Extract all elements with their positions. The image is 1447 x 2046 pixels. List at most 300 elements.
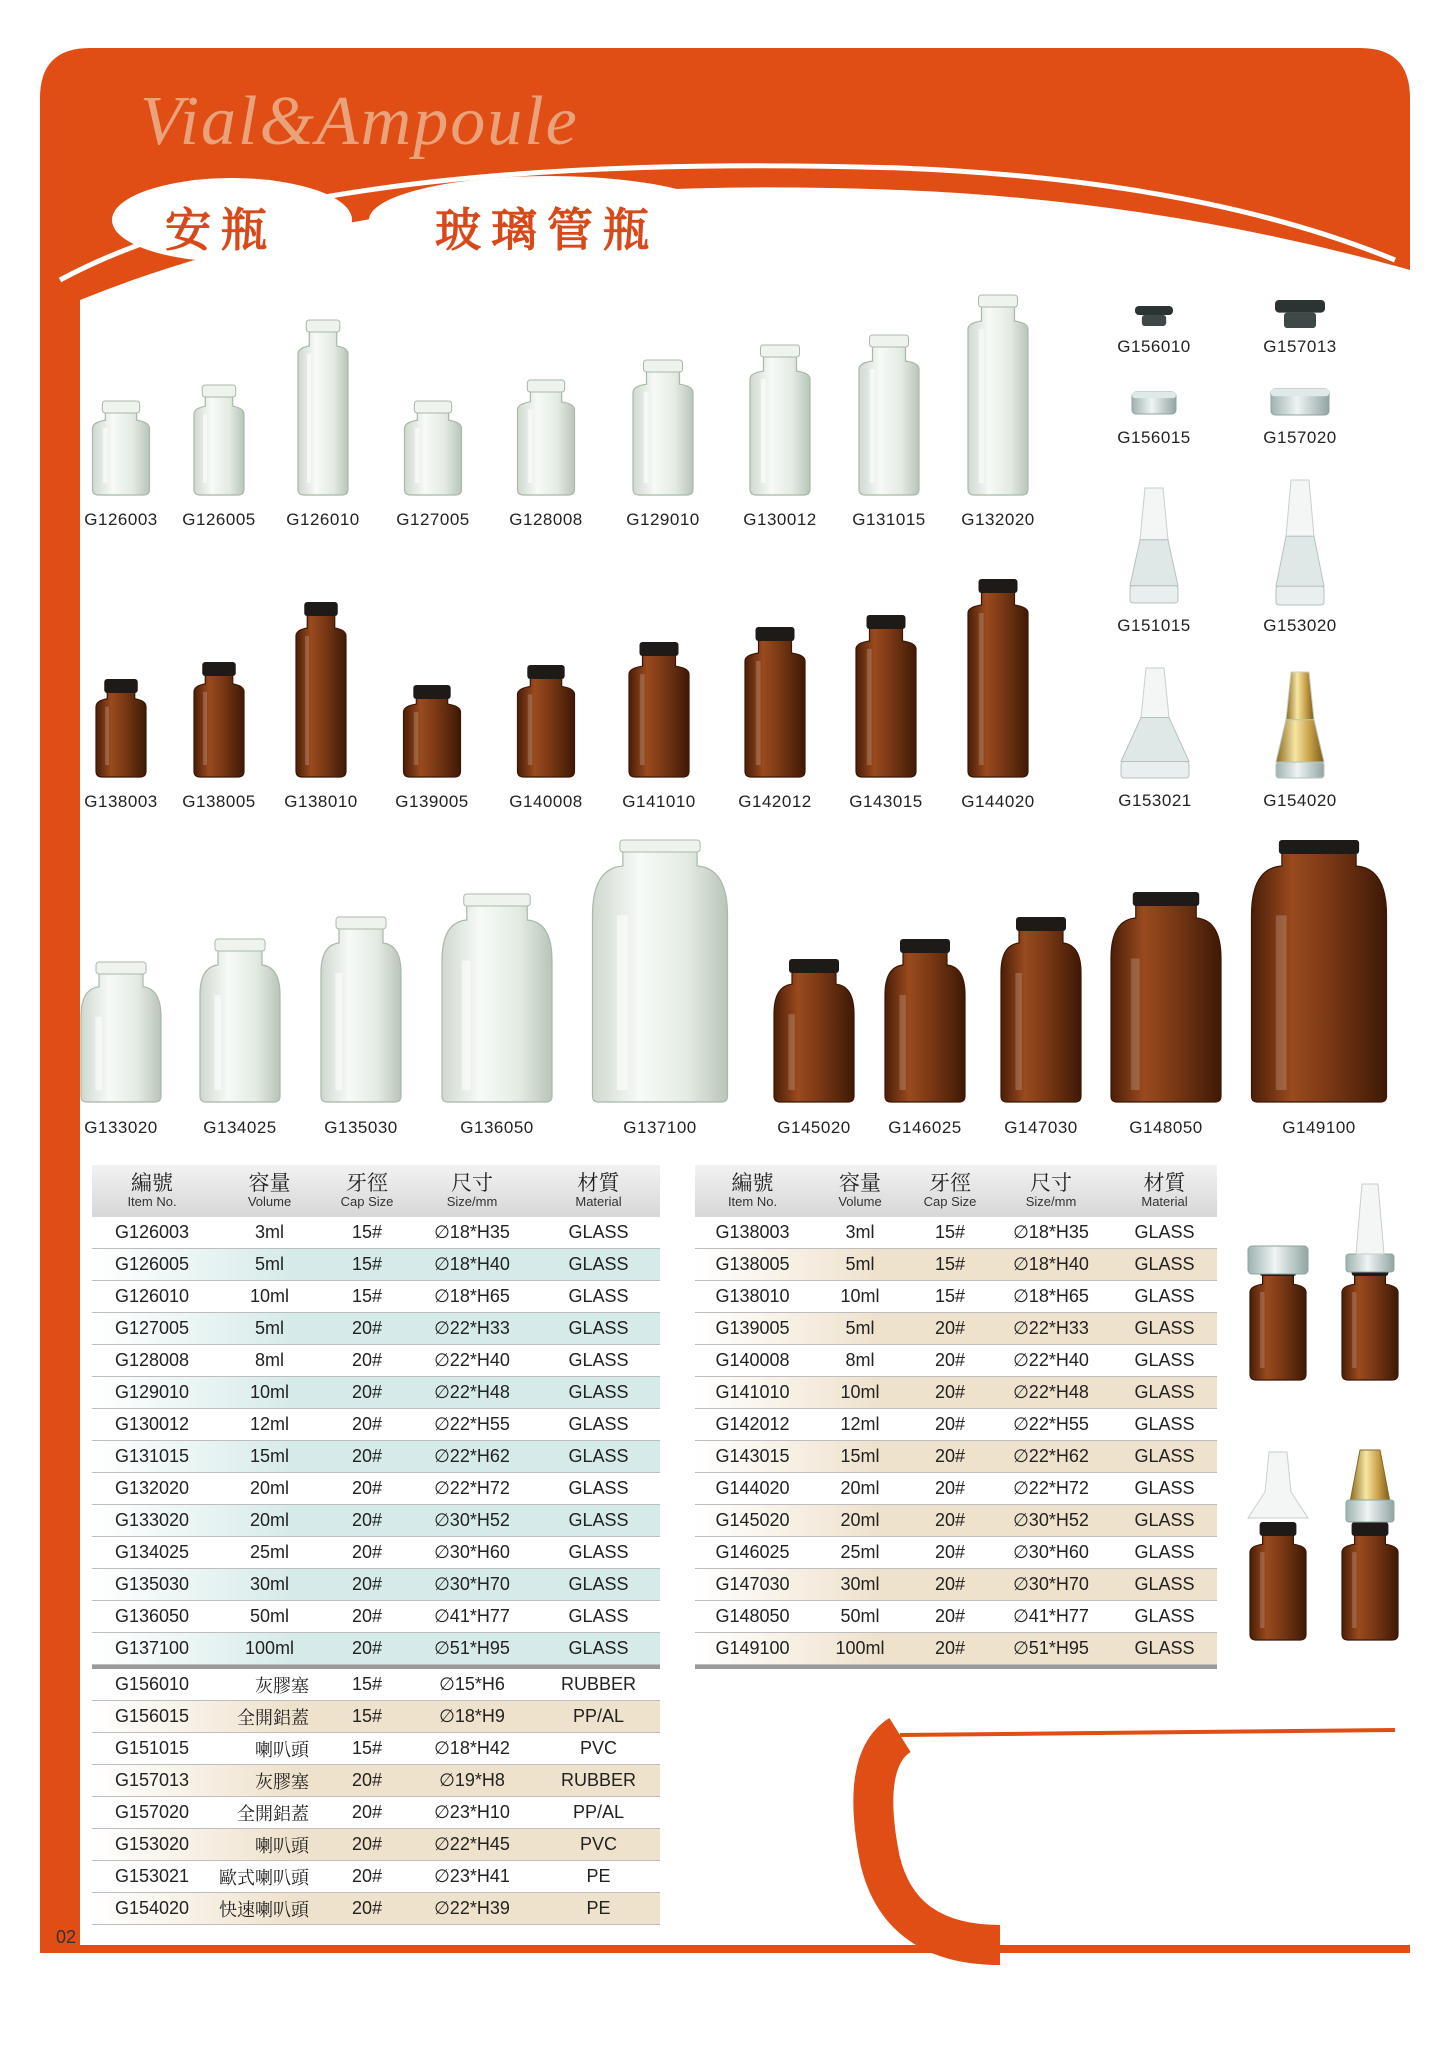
cell-volume: 灰膠塞 [255, 1771, 309, 1792]
cell-cap-size: 15# [351, 1222, 383, 1242]
table-header [695, 1165, 1217, 1217]
cell-size: ∅22*H45 [434, 1834, 510, 1854]
cell-material: GLASS [1134, 1318, 1195, 1338]
cell-item-no: G151015 [114, 1738, 190, 1758]
header-volume: 容量 Volume [838, 1172, 882, 1210]
cell-item-no: G156010 [114, 1674, 190, 1694]
cell-size: ∅23*H41 [434, 1866, 510, 1886]
cell-size: ∅15*H6 [439, 1674, 505, 1694]
cell-size: ∅30*H52 [1013, 1510, 1089, 1530]
cell-size: ∅18*H40 [1013, 1254, 1089, 1274]
amber-vial [296, 602, 346, 777]
cell-cap-size: 20# [934, 1574, 966, 1594]
cell-volume: 歐式喇叭頭 [219, 1867, 309, 1888]
cell-volume: 10ml [840, 1382, 880, 1402]
table-row [695, 1281, 1217, 1313]
amber-vial-large [1001, 917, 1081, 1102]
cell-material: PE [586, 1898, 611, 1918]
cell-material: PE [586, 1866, 611, 1886]
label-clear-6: G129010 [626, 510, 700, 529]
cell-size: ∅51*H95 [434, 1638, 510, 1658]
cell-volume: 5ml [254, 1318, 284, 1338]
cell-volume: 50ml [840, 1606, 880, 1626]
table-row [92, 1733, 660, 1765]
table-row [92, 1797, 660, 1829]
cell-material: RUBBER [560, 1674, 636, 1694]
label-cap-4: G157020 [1263, 428, 1337, 447]
cell-cap-size: 15# [351, 1286, 383, 1306]
amber-vial [518, 665, 575, 777]
cell-material: GLASS [568, 1350, 629, 1370]
label-clear-1: G126003 [84, 510, 158, 529]
table-row [695, 1345, 1217, 1377]
cell-material: PVC [579, 1834, 617, 1854]
cell-volume: 喇叭頭 [255, 1835, 309, 1856]
table-row [92, 1861, 660, 1893]
label-amber-3: G138010 [284, 792, 358, 811]
spec-table-clear [92, 1165, 660, 1925]
label-amber-1: G138003 [84, 792, 158, 811]
cell-material: GLASS [1134, 1446, 1195, 1466]
header-cap-size: 牙徑 Cap Size [340, 1172, 394, 1210]
table-row [695, 1633, 1217, 1665]
cell-volume: 100ml [244, 1638, 295, 1658]
cell-material: GLASS [1134, 1414, 1195, 1434]
cell-material: GLASS [568, 1638, 629, 1658]
cell-size: ∅18*H40 [434, 1254, 510, 1274]
clear-vial [750, 345, 810, 495]
cell-item-no: G132020 [114, 1478, 190, 1498]
cell-size: ∅22*H40 [434, 1350, 510, 1370]
dropper-tip-20 [1276, 480, 1324, 605]
example-vials [1248, 1184, 1398, 1640]
page-title: Vial&Ampoule [140, 83, 579, 160]
header-material: 材質 Material [1141, 1172, 1188, 1210]
cell-volume: 8ml [845, 1350, 875, 1370]
cell-cap-size: 20# [351, 1866, 383, 1886]
cell-volume: 25ml [840, 1542, 880, 1562]
cell-cap-size: 20# [351, 1382, 383, 1402]
cell-cap-size: 15# [351, 1706, 383, 1726]
flip-off-aluminum-cap-20 [1271, 389, 1329, 415]
label-large-6: G145020 [777, 1118, 851, 1137]
cell-volume: 15ml [840, 1446, 880, 1466]
cell-size: ∅30*H70 [434, 1574, 510, 1594]
header-item-no: 編號 Item No. [127, 1172, 177, 1210]
label-large-5: G137100 [623, 1118, 697, 1137]
clear-vial-large [200, 939, 280, 1102]
cell-cap-size: 20# [351, 1446, 383, 1466]
table-row [695, 1249, 1217, 1281]
cell-item-no: G136050 [114, 1606, 190, 1626]
cell-size: ∅41*H77 [1013, 1606, 1089, 1626]
cell-item-no: G153021 [114, 1866, 190, 1886]
table-row [695, 1537, 1217, 1569]
cell-item-no: G145020 [715, 1510, 790, 1530]
cell-volume: 10ml [840, 1286, 880, 1306]
cell-cap-size: 20# [934, 1542, 966, 1562]
amber-vial [968, 579, 1028, 777]
table-row [92, 1633, 660, 1665]
cell-item-no: G126005 [114, 1254, 190, 1274]
dropper-tip-15 [1130, 488, 1178, 603]
cell-item-no: G157013 [114, 1770, 190, 1790]
cell-material: GLASS [1134, 1574, 1195, 1594]
large-vial-row [81, 840, 1387, 1102]
cell-volume: 10ml [249, 1286, 289, 1306]
header-size: 尺寸 Size/mm [1025, 1172, 1077, 1210]
cell-material: GLASS [568, 1254, 629, 1274]
cell-item-no: G144020 [715, 1478, 790, 1498]
cell-volume: 3ml [254, 1222, 284, 1242]
euro-dropper-tip [1121, 668, 1189, 778]
label-cap-6: G153020 [1263, 616, 1337, 635]
cell-cap-size: 20# [351, 1350, 383, 1370]
cell-cap-size: 20# [934, 1510, 966, 1530]
cell-volume: 10ml [249, 1382, 289, 1402]
header-material: 材質 Material [575, 1172, 622, 1210]
cell-volume: 8ml [254, 1350, 284, 1370]
amber-vial-large [1111, 892, 1221, 1102]
cell-volume: 100ml [835, 1638, 885, 1658]
table-row [92, 1669, 660, 1701]
label-amber-7: G142012 [738, 792, 812, 811]
cell-volume: 15ml [249, 1446, 289, 1466]
cell-material: GLASS [1134, 1478, 1195, 1498]
label-amber-9: G144020 [961, 792, 1035, 811]
label-clear-7: G130012 [743, 510, 817, 529]
cell-material: GLASS [568, 1478, 629, 1498]
cell-size: ∅30*H70 [1013, 1574, 1089, 1594]
cell-material: GLASS [1134, 1382, 1195, 1402]
clear-vial [194, 385, 244, 495]
amber-vial [629, 642, 689, 777]
cell-size: ∅18*H35 [434, 1222, 510, 1242]
cell-size: ∅30*H60 [1013, 1542, 1089, 1562]
amber-vial [1342, 1262, 1398, 1380]
cell-material: GLASS [1134, 1510, 1195, 1530]
cell-material: GLASS [568, 1286, 629, 1306]
cell-material: GLASS [568, 1382, 629, 1402]
amber-vial-row [96, 579, 1028, 777]
cell-size: ∅22*H72 [434, 1478, 510, 1498]
cell-material: GLASS [1134, 1222, 1195, 1242]
cell-size: ∅23*H10 [434, 1802, 510, 1822]
cell-size: ∅22*H48 [434, 1382, 510, 1402]
cell-volume: 30ml [249, 1574, 289, 1594]
clear-vial [93, 401, 150, 495]
cell-item-no: G141010 [715, 1382, 790, 1402]
cell-cap-size: 20# [351, 1606, 383, 1626]
cell-cap-size: 20# [351, 1318, 383, 1338]
cell-material: GLASS [568, 1510, 629, 1530]
cell-item-no: G131015 [114, 1446, 190, 1466]
cell-cap-size: 20# [351, 1770, 383, 1790]
clear-vial [968, 295, 1028, 495]
cell-volume: 20ml [249, 1510, 289, 1530]
amber-vial [1250, 1522, 1306, 1640]
cell-cap-size: 20# [351, 1898, 383, 1918]
cell-item-no: G143015 [715, 1446, 790, 1466]
label-clear-2: G126005 [182, 510, 256, 529]
cell-cap-size: 20# [351, 1478, 383, 1498]
cell-item-no: G146025 [715, 1542, 790, 1562]
cell-volume: 12ml [840, 1414, 880, 1434]
table-row [92, 1765, 660, 1797]
amber-vial-large [1252, 840, 1387, 1102]
table-row [92, 1893, 660, 1925]
table-row [695, 1313, 1217, 1345]
label-cap-5: G151015 [1117, 616, 1191, 635]
table-row [695, 1217, 1217, 1249]
cell-material: GLASS [568, 1542, 629, 1562]
cell-item-no: G153020 [114, 1834, 190, 1854]
label-large-2: G134025 [203, 1118, 277, 1137]
label-cap-7: G153021 [1118, 791, 1192, 810]
cell-size: ∅18*H35 [1013, 1222, 1089, 1242]
amber-vial-with-euro-dropper [1248, 1452, 1308, 1640]
cell-size: ∅22*H33 [1013, 1318, 1089, 1338]
cell-size: ∅22*H62 [1013, 1446, 1089, 1466]
header-volume: 容量 Volume [247, 1172, 292, 1210]
cell-material: PP/AL [572, 1706, 625, 1726]
cell-size: ∅51*H95 [1013, 1638, 1089, 1658]
cell-size: ∅22*H55 [434, 1414, 510, 1434]
label-clear-8: G131015 [852, 510, 926, 529]
cell-item-no: G138010 [715, 1286, 790, 1306]
cell-size: ∅22*H39 [434, 1898, 510, 1918]
cell-size: ∅22*H48 [1013, 1382, 1089, 1402]
cell-item-no: G127005 [114, 1318, 190, 1338]
cell-cap-size: 20# [934, 1350, 966, 1370]
cell-item-no: G139005 [715, 1318, 790, 1338]
label-amber-4: G139005 [395, 792, 469, 811]
clear-vial-large [442, 894, 552, 1102]
cell-item-no: G133020 [114, 1510, 190, 1530]
table-row [92, 1829, 660, 1861]
cell-volume: 50ml [249, 1606, 289, 1626]
amber-vial [404, 685, 461, 777]
cell-cap-size: 20# [351, 1414, 383, 1434]
cell-material: GLASS [568, 1318, 629, 1338]
label-cap-3: G156015 [1117, 428, 1191, 447]
cell-cap-size: 15# [351, 1254, 383, 1274]
cell-material: GLASS [1134, 1254, 1195, 1274]
label-large-8: G147030 [1004, 1118, 1078, 1137]
cell-cap-size: 20# [351, 1574, 383, 1594]
cell-volume: 20ml [840, 1478, 880, 1498]
cell-cap-size: 20# [934, 1606, 966, 1626]
amber-vial [194, 662, 244, 777]
header-cap-size: 牙徑 Cap Size [923, 1172, 977, 1210]
table-row [92, 1569, 660, 1601]
table-row [92, 1313, 660, 1345]
table-row [695, 1601, 1217, 1633]
flip-off-aluminum-cap-15 [1132, 392, 1176, 414]
table-row [695, 1409, 1217, 1441]
clear-vial-row [93, 295, 1029, 495]
label-clear-4: G127005 [396, 510, 470, 529]
label-clear-3: G126010 [286, 510, 360, 529]
cell-item-no: G140008 [715, 1350, 790, 1370]
cell-item-no: G138005 [715, 1254, 790, 1274]
cell-item-no: G138003 [715, 1222, 790, 1242]
pill-tube-vial: 玻璃管瓶 [435, 203, 659, 257]
cell-size: ∅30*H52 [434, 1510, 510, 1530]
label-clear-9: G132020 [961, 510, 1035, 529]
cell-volume: 全開鋁蓋 [237, 1803, 309, 1824]
header-item-no: 編號 Item No. [727, 1172, 778, 1210]
cell-material: GLASS [568, 1606, 629, 1626]
cell-cap-size: 15# [934, 1286, 966, 1306]
cell-item-no: G126010 [114, 1286, 190, 1306]
cell-item-no: G154020 [114, 1898, 190, 1918]
cell-item-no: G129010 [114, 1382, 190, 1402]
cell-cap-size: 15# [934, 1254, 966, 1274]
table-row [695, 1569, 1217, 1601]
cell-cap-size: 20# [934, 1318, 966, 1338]
gray-rubber-stopper-15 [1135, 306, 1173, 326]
cell-item-no: G157020 [114, 1802, 190, 1822]
label-cap-8: G154020 [1263, 791, 1337, 810]
label-large-10: G149100 [1282, 1118, 1356, 1137]
label-large-1: G133020 [84, 1118, 158, 1137]
cell-cap-size: 20# [934, 1478, 966, 1498]
cell-cap-size: 20# [934, 1638, 966, 1658]
cell-material: PVC [579, 1738, 617, 1758]
cell-material: PP/AL [572, 1802, 625, 1822]
cell-volume: 全開鋁蓋 [237, 1707, 309, 1728]
cell-volume: 快速喇叭頭 [219, 1899, 309, 1920]
table-row [695, 1377, 1217, 1409]
cell-size: ∅22*H33 [434, 1318, 510, 1338]
label-large-4: G136050 [460, 1118, 534, 1137]
caps-column [1121, 300, 1329, 778]
amber-vial [96, 679, 146, 777]
cell-size: ∅41*H77 [434, 1606, 510, 1626]
clear-vial [633, 360, 693, 495]
amber-vial-with-quick-dropper [1342, 1450, 1398, 1640]
label-large-3: G135030 [324, 1118, 398, 1137]
table-row [92, 1537, 660, 1569]
cell-item-no: G148050 [715, 1606, 790, 1626]
header-size: 尺寸 Size/mm [446, 1172, 498, 1210]
cell-size: ∅18*H42 [434, 1738, 510, 1758]
table-row [92, 1377, 660, 1409]
cell-cap-size: 20# [934, 1382, 966, 1402]
gray-rubber-stopper-20 [1275, 300, 1325, 328]
cell-volume: 12ml [249, 1414, 289, 1434]
amber-vial-large [774, 959, 854, 1102]
cell-size: ∅22*H40 [1013, 1350, 1089, 1370]
clear-vial [298, 320, 348, 495]
cell-item-no: G156015 [114, 1706, 190, 1726]
table-row [92, 1701, 660, 1733]
label-cap-2: G157013 [1263, 337, 1337, 356]
clear-vial [405, 401, 462, 495]
cell-item-no: G128008 [114, 1350, 190, 1370]
cell-size: ∅22*H62 [434, 1446, 510, 1466]
cell-cap-size: 20# [934, 1446, 966, 1466]
cell-size: ∅18*H65 [434, 1286, 510, 1306]
cell-item-no: G142012 [715, 1414, 790, 1434]
cell-cap-size: 20# [351, 1802, 383, 1822]
cell-item-no: G134025 [114, 1542, 190, 1562]
cell-volume: 5ml [845, 1318, 875, 1338]
cell-material: GLASS [1134, 1286, 1195, 1306]
cell-item-no: G130012 [114, 1414, 190, 1434]
label-clear-5: G128008 [509, 510, 583, 529]
cell-volume: 20ml [249, 1478, 289, 1498]
quick-dropper-tip [1276, 672, 1324, 778]
label-large-9: G148050 [1129, 1118, 1203, 1137]
cell-material: GLASS [1134, 1638, 1195, 1658]
cell-material: GLASS [568, 1446, 629, 1466]
cell-volume: 3ml [845, 1222, 875, 1242]
table-row [92, 1473, 660, 1505]
table-row [92, 1441, 660, 1473]
cell-cap-size: 15# [934, 1222, 966, 1242]
cell-cap-size: 15# [351, 1674, 383, 1694]
amber-vial [856, 615, 916, 777]
table-row [92, 1409, 660, 1441]
pill-ampoule: 安瓶 [165, 203, 277, 257]
cell-material: RUBBER [560, 1770, 636, 1790]
cell-cap-size: 20# [351, 1542, 383, 1562]
label-cap-1: G156010 [1117, 337, 1191, 356]
cell-size: ∅18*H9 [439, 1706, 505, 1726]
label-large-7: G146025 [888, 1118, 962, 1137]
clear-vial [518, 380, 575, 495]
cell-cap-size: 20# [351, 1510, 383, 1530]
clear-vial-large [593, 840, 728, 1102]
amber-vial [1342, 1522, 1398, 1640]
cell-volume: 20ml [840, 1510, 880, 1530]
table-row [92, 1249, 660, 1281]
amber-vial-with-dropper [1342, 1184, 1398, 1380]
amber-vial [1250, 1262, 1306, 1380]
table-row [92, 1217, 660, 1249]
cell-volume: 25ml [249, 1542, 289, 1562]
spec-table-amber [695, 1165, 1217, 1669]
cell-item-no: G147030 [715, 1574, 790, 1594]
cell-material: GLASS [568, 1574, 629, 1594]
table-row [92, 1281, 660, 1313]
table-row [92, 1345, 660, 1377]
cell-cap-size: 20# [351, 1638, 383, 1658]
cell-item-no: G149100 [715, 1638, 790, 1658]
clear-vial [859, 335, 919, 495]
cell-volume: 灰膠塞 [255, 1675, 309, 1696]
cell-volume: 5ml [254, 1254, 284, 1274]
cell-size: ∅22*H72 [1013, 1478, 1089, 1498]
cell-volume: 喇叭頭 [255, 1739, 309, 1760]
page-number: 02 [56, 1927, 77, 1947]
cell-size: ∅18*H65 [1013, 1286, 1089, 1306]
cell-cap-size: 20# [351, 1834, 383, 1854]
cell-cap-size: 15# [351, 1738, 383, 1758]
clear-vial-large [81, 962, 161, 1102]
cell-item-no: G135030 [114, 1574, 190, 1594]
cell-item-no: G126003 [114, 1222, 190, 1242]
clear-vial-large [321, 917, 401, 1102]
table-row [695, 1505, 1217, 1537]
label-amber-2: G138005 [182, 792, 256, 811]
cell-size: ∅19*H8 [439, 1770, 505, 1790]
cell-cap-size: 20# [934, 1414, 966, 1434]
label-amber-5: G140008 [509, 792, 583, 811]
table-row [695, 1473, 1217, 1505]
